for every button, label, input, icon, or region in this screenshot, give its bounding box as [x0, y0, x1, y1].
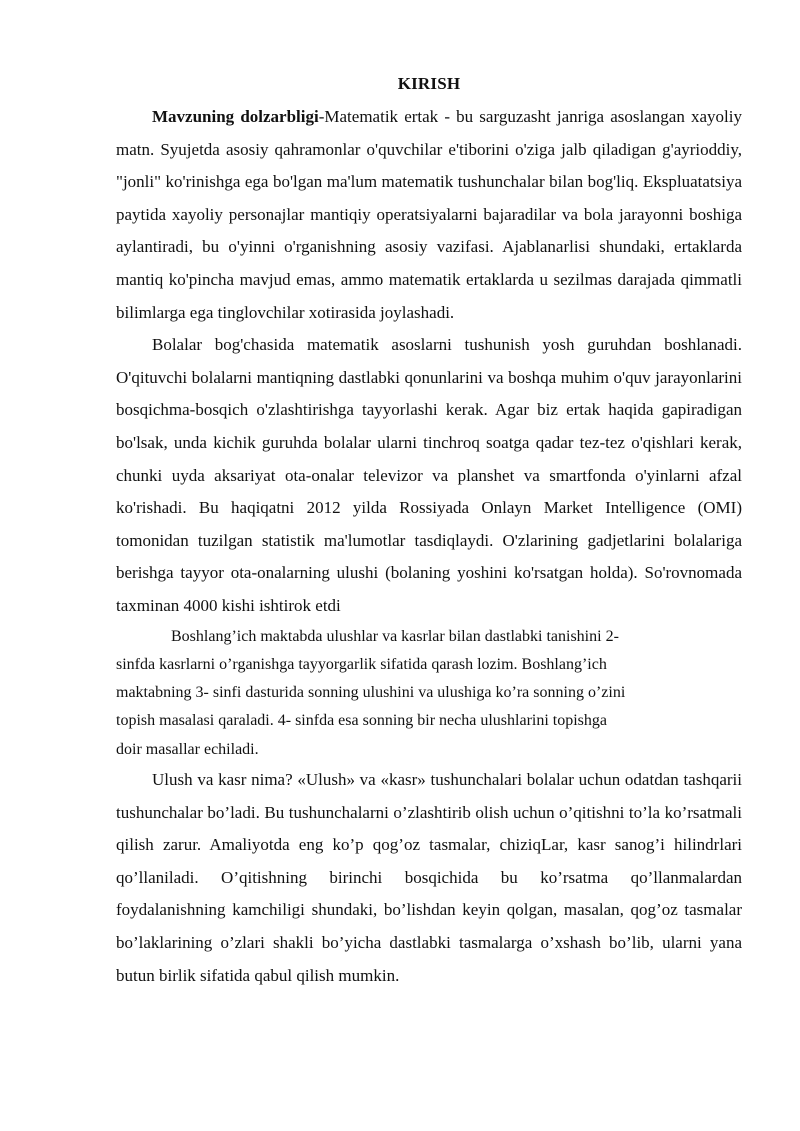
- paragraph-fractions: Ulush va kasr nima? «Ulush» va «kasr» tushunchalari bolalar uchun odatdan tashqarii tushunchalar bo’ladi. Bu tushunchalarni o’zlashtirib olish uchun o’qitishni to’la ko’rsatmali qilish zarur. Amaliyotda eng ko’p qog’oz tasmalar, chiziqLar, kasr sanog’i hilindrlari qo’llaniladi. O’qitishning birinchi bosqichida bu ko’rsatma qo’llanmalardan foydalanishning kamchiligi shundaki, bo’lishdan keyin qolgan, masalan, qog’oz tasmalar bo’laklarining o’zlari shakli bo’yicha dastlabki tasmalarga o’xshash bo’lib, ularni yana butun birlik sifatida qabul qilish mumkin.: [116, 769, 742, 985]
- paragraph-line: maktabning 3- sinfi dasturida sonning ulushini va ulushiga ko’ra sonning o’zini: [116, 684, 626, 702]
- paragraph-line: sinfda kasrlarni o’rganishga tayyorgarlik sifatida qarash lozim. Boshlang’ich: [116, 655, 607, 673]
- paragraph-primary-school: [116, 623, 742, 764]
- paragraph-kindergarten: Bolalar bog'chasida matematik asoslarni tushunish yosh guruhdan boshlanadi. O'qituvchi bolalarni mantiqning dastlabki qonunlarini va boshqa muhim o'quv jarayonlarini bosqichma-bosqich o'zlashtirishga tayyorlashi kerak. Agar biz ertak haqida gapiradigan bo'lsak, unda kichik guruhda bolalar ularni tinchroq soatga qadar tez-tez o'qishlari kerak, chunki uyda aksariyat ota-onalar televizor va planshet va smartfonda o'yinlarni afzal ko'rishadi. Bu haqiqatni 2012 yilda Rossiyada Onlayn Market Intelligence (OMI) tomonidan tuzilgan statistik ma'lumotlar tasdiqlaydi. O'zlarining gadjetlarini bolalariga berishga tayyor ota-onalarning ulushi (bolaning yoshini ko'rsatgan holda). So'rovnomada taxminan 4000 kishi ishtirok etdi: [116, 335, 742, 615]
- paragraph-line: doir masallar echiladi.: [116, 740, 259, 758]
- paragraph-line: Boshlang’ich maktabda ulushlar va kasrlar bilan dastlabki tanishini 2-: [171, 627, 619, 645]
- relevance-heading: Mavzuning dolzarbligi: [152, 107, 319, 126]
- paragraph-relevance: [116, 101, 742, 329]
- relevance-text: -Matematik ertak - bu sarguzasht janriga asoslangan xayoliy matn. Syujetda asosiy qahramonlar o'quvchilar e'tiborini o'ziga jalb qiladigan g'ayrioddiy, "jonli" ko'rinishga ega bo'lgan ma'lum matematik tushunchalar bilan bog'liq. Ekspluatatsiya paytida xayoliy personajlar mantiqiy operatsiyalarni bajaradilar va bola jarayonni boshiga aylantiradi, bu o'yinni o'rganishning asosiy vazifasi. Ajablanarlisi shundaki, ertaklarda mantiq ko'pincha mavjud emas, ammo matematik ertaklarda u sezilmas darajada qimmatli bilimlarga ega tinglovchilar xotirasida joylashadi.: [116, 107, 742, 322]
- document-page: [116, 72, 742, 992]
- document-title: KIRISH: [397, 74, 461, 93]
- paragraph-line: topish masalasi qaraladi. 4- sinfda esa sonning bir necha ulushlarini topishga: [116, 712, 607, 730]
